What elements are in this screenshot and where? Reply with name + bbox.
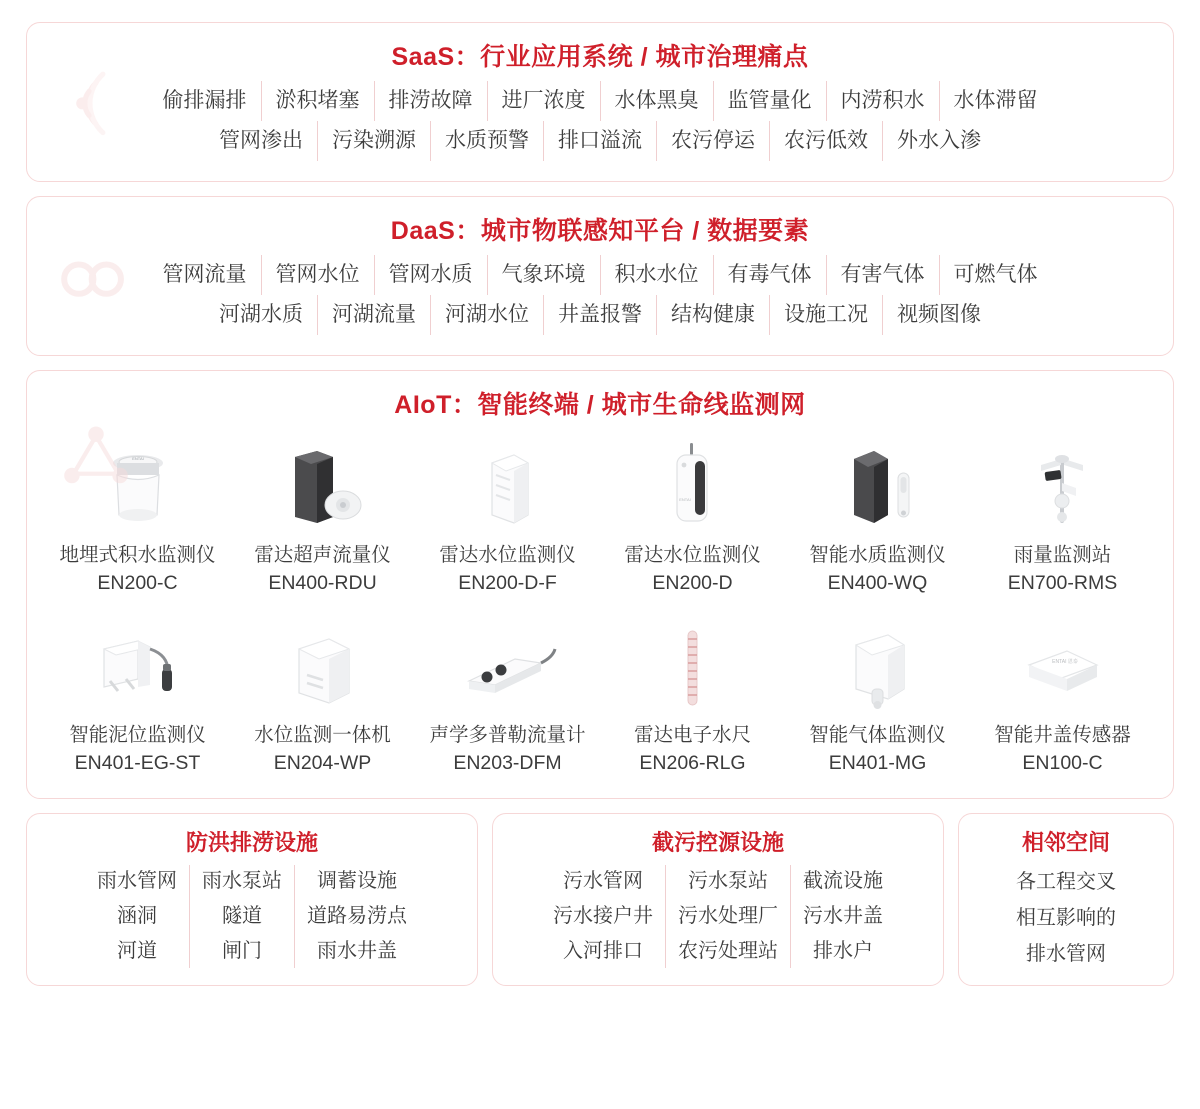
rain-gauge-station-icon <box>1015 437 1111 533</box>
facility-item[interactable]: 调蓄设施 <box>317 869 397 892</box>
device-card[interactable] <box>45 433 230 608</box>
saas-tag[interactable]: 监管量化 <box>713 81 826 121</box>
device-name: 雷达水位监测仪 <box>439 543 576 566</box>
integrated-level-monitor-icon <box>277 617 369 713</box>
device-name: 地埋式积水监测仪 <box>59 543 216 566</box>
daas-tag[interactable]: 井盖报警 <box>543 295 656 335</box>
daas-tag[interactable]: 管网水位 <box>261 255 374 295</box>
saas-tag-row <box>27 81 1173 121</box>
daas-tag[interactable]: 有毒气体 <box>713 255 826 295</box>
aiot-title: AIoT：智能终端 / 城市生命线监测网 <box>394 390 806 419</box>
svg-text:ENTAI: ENTAI <box>131 455 144 461</box>
saas-title: SaaS：行业应用系统 / 城市治理痛点 <box>391 43 809 71</box>
saas-tag-rows <box>27 79 1173 181</box>
saas-tag[interactable]: 水体滞留 <box>939 81 1052 121</box>
saas-tag[interactable]: 管网渗出 <box>219 128 303 152</box>
device-model: EN206-RLG <box>639 752 746 775</box>
daas-card <box>26 196 1174 356</box>
facility-item[interactable]: 农污处理站 <box>678 939 778 962</box>
adjacent-space-line: 相互影响的 <box>1016 906 1116 929</box>
saas-tag[interactable]: 内涝积水 <box>826 81 939 121</box>
daas-tag[interactable]: 管网水质 <box>374 255 487 295</box>
flood-control-title: 防洪排涝设施 <box>185 829 318 855</box>
saas-tag[interactable]: 排口溢流 <box>543 121 656 161</box>
facility-item[interactable]: 污水接户井 <box>553 904 653 927</box>
daas-tag-rows <box>27 253 1173 355</box>
saas-tag[interactable]: 进厂浓度 <box>487 81 600 121</box>
flood-control-columns <box>35 865 469 968</box>
facility-item[interactable]: 排水户 <box>813 939 873 962</box>
daas-title: DaaS：城市物联感知平台 / 数据要素 <box>390 216 810 245</box>
daas-tag-row <box>27 295 1173 335</box>
facility-item[interactable]: 截流设施 <box>803 869 883 892</box>
facility-column <box>790 865 895 968</box>
saas-card <box>26 22 1174 182</box>
facility-item[interactable]: 河道 <box>117 939 157 962</box>
facility-column <box>294 865 419 968</box>
buried-water-sensor-icon <box>92 437 184 533</box>
doppler-flowmeter-icon <box>453 617 563 713</box>
facility-item[interactable]: 雨水泵站 <box>202 869 282 892</box>
device-model: EN400-WQ <box>827 571 928 594</box>
device-name: 雷达电子水尺 <box>633 724 751 747</box>
facility-item[interactable]: 隧道 <box>222 904 262 927</box>
device-name: 雷达超声流量仪 <box>254 543 391 566</box>
daas-tag[interactable]: 设施工况 <box>769 295 882 335</box>
facility-item[interactable]: 入河排口 <box>563 939 643 962</box>
adjacent-space-line: 排水管网 <box>1026 942 1106 965</box>
svg-text:ENTAI: ENTAI <box>678 496 691 502</box>
daas-tag[interactable]: 河湖水质 <box>219 302 303 326</box>
sludge-level-sensor-icon <box>86 617 190 713</box>
device-card[interactable] <box>600 433 785 608</box>
adjacent-space-card <box>958 813 1174 986</box>
device-model: EN200-C <box>97 571 178 594</box>
saas-tag[interactable]: 污染溯源 <box>317 121 430 161</box>
daas-tag[interactable]: 可燃气体 <box>939 255 1052 295</box>
device-name: 水位监测一体机 <box>254 724 391 747</box>
device-card[interactable] <box>230 433 415 608</box>
daas-tag[interactable]: 气象环境 <box>487 255 600 295</box>
daas-tag[interactable]: 有害气体 <box>826 255 939 295</box>
pollution-interception-columns <box>501 865 935 968</box>
water-quality-sensor-icon <box>830 437 926 533</box>
saas-tag[interactable]: 水体黑臭 <box>600 81 713 121</box>
facility-column <box>665 865 790 968</box>
daas-tag[interactable]: 视频图像 <box>882 295 995 335</box>
facility-column <box>541 865 665 968</box>
device-name: 智能气体监测仪 <box>809 724 946 747</box>
aiot-device-grid <box>27 427 1173 798</box>
device-card[interactable] <box>785 613 970 788</box>
daas-tag[interactable]: 管网流量 <box>162 262 247 286</box>
daas-tag[interactable]: 结构健康 <box>656 295 769 335</box>
device-name: 雨量监测站 <box>1013 543 1112 566</box>
device-model: EN400-RDU <box>268 571 377 594</box>
pollution-interception-facilities-card <box>492 813 944 986</box>
device-model: EN204-WP <box>273 752 372 775</box>
daas-tag[interactable]: 积水水位 <box>600 255 713 295</box>
radar-ultrasonic-flowmeter-icon <box>275 437 371 533</box>
facility-column <box>85 865 189 968</box>
facility-item[interactable]: 道路易涝点 <box>307 904 407 927</box>
facility-column <box>189 865 294 968</box>
saas-tag-row <box>27 121 1173 161</box>
saas-tag[interactable]: 农污停运 <box>656 121 769 161</box>
device-name: 雷达水位监测仪 <box>624 543 761 566</box>
adjacent-space-lines <box>967 865 1165 971</box>
device-model: EN203-DFM <box>453 752 562 775</box>
device-card[interactable] <box>415 613 600 788</box>
device-card[interactable] <box>785 433 970 608</box>
daas-tag[interactable]: 河湖水位 <box>430 295 543 335</box>
daas-tag-row <box>27 255 1173 295</box>
facility-item[interactable]: 污水井盖 <box>803 904 883 927</box>
device-card[interactable] <box>600 613 785 788</box>
radar-level-sensor-icon <box>647 437 739 533</box>
device-card[interactable] <box>970 433 1155 608</box>
manhole-cover-sensor-icon <box>1013 617 1113 713</box>
saas-tag[interactable]: 排涝故障 <box>374 81 487 121</box>
device-name: 智能水质监测仪 <box>809 543 946 566</box>
device-card[interactable] <box>970 613 1155 788</box>
facility-item[interactable]: 雨水井盖 <box>317 939 397 962</box>
radar-level-sensor-f-icon <box>462 437 554 533</box>
device-card[interactable] <box>45 613 230 788</box>
saas-tag[interactable]: 农污低效 <box>769 121 882 161</box>
device-card[interactable] <box>415 433 600 608</box>
device-card[interactable] <box>230 613 415 788</box>
aiot-card <box>26 370 1174 799</box>
saas-tag[interactable]: 偷排漏排 <box>162 89 247 112</box>
facility-item[interactable]: 污水处理厂 <box>678 904 778 927</box>
device-model: EN200-D-F <box>458 571 557 594</box>
svg-text:ENTAI 恩泰: ENTAI 恩泰 <box>1051 659 1078 666</box>
device-name: 智能井盖传感器 <box>994 724 1131 747</box>
saas-tag[interactable]: 外水入渗 <box>882 121 995 161</box>
electronic-water-gauge-icon <box>663 617 723 713</box>
device-name: 声学多普勒流量计 <box>429 724 586 747</box>
device-model: EN700-RMS <box>1007 571 1118 594</box>
saas-tag[interactable]: 淤积堵塞 <box>261 81 374 121</box>
facility-cards-row <box>26 813 1174 986</box>
flood-control-facilities-card <box>26 813 478 986</box>
device-name: 智能泥位监测仪 <box>69 724 206 747</box>
device-model: EN401-EG-ST <box>74 752 201 775</box>
facility-item[interactable]: 雨水管网 <box>97 869 177 892</box>
saas-tag[interactable]: 水质预警 <box>430 121 543 161</box>
gas-sensor-icon <box>832 617 924 713</box>
facility-item[interactable]: 闸门 <box>222 939 262 962</box>
adjacent-space-title: 相邻空间 <box>1021 829 1110 855</box>
facility-item[interactable]: 污水泵站 <box>688 869 768 892</box>
device-model: EN200-D <box>652 571 733 594</box>
facility-item[interactable]: 污水管网 <box>563 869 643 892</box>
pollution-interception-title: 截污控源设施 <box>651 829 784 855</box>
facility-item[interactable]: 涵洞 <box>117 904 157 927</box>
device-model: EN100-C <box>1022 752 1103 775</box>
adjacent-space-line: 各工程交叉 <box>1016 870 1116 893</box>
daas-tag[interactable]: 河湖流量 <box>317 295 430 335</box>
device-model: EN401-MG <box>828 752 927 775</box>
